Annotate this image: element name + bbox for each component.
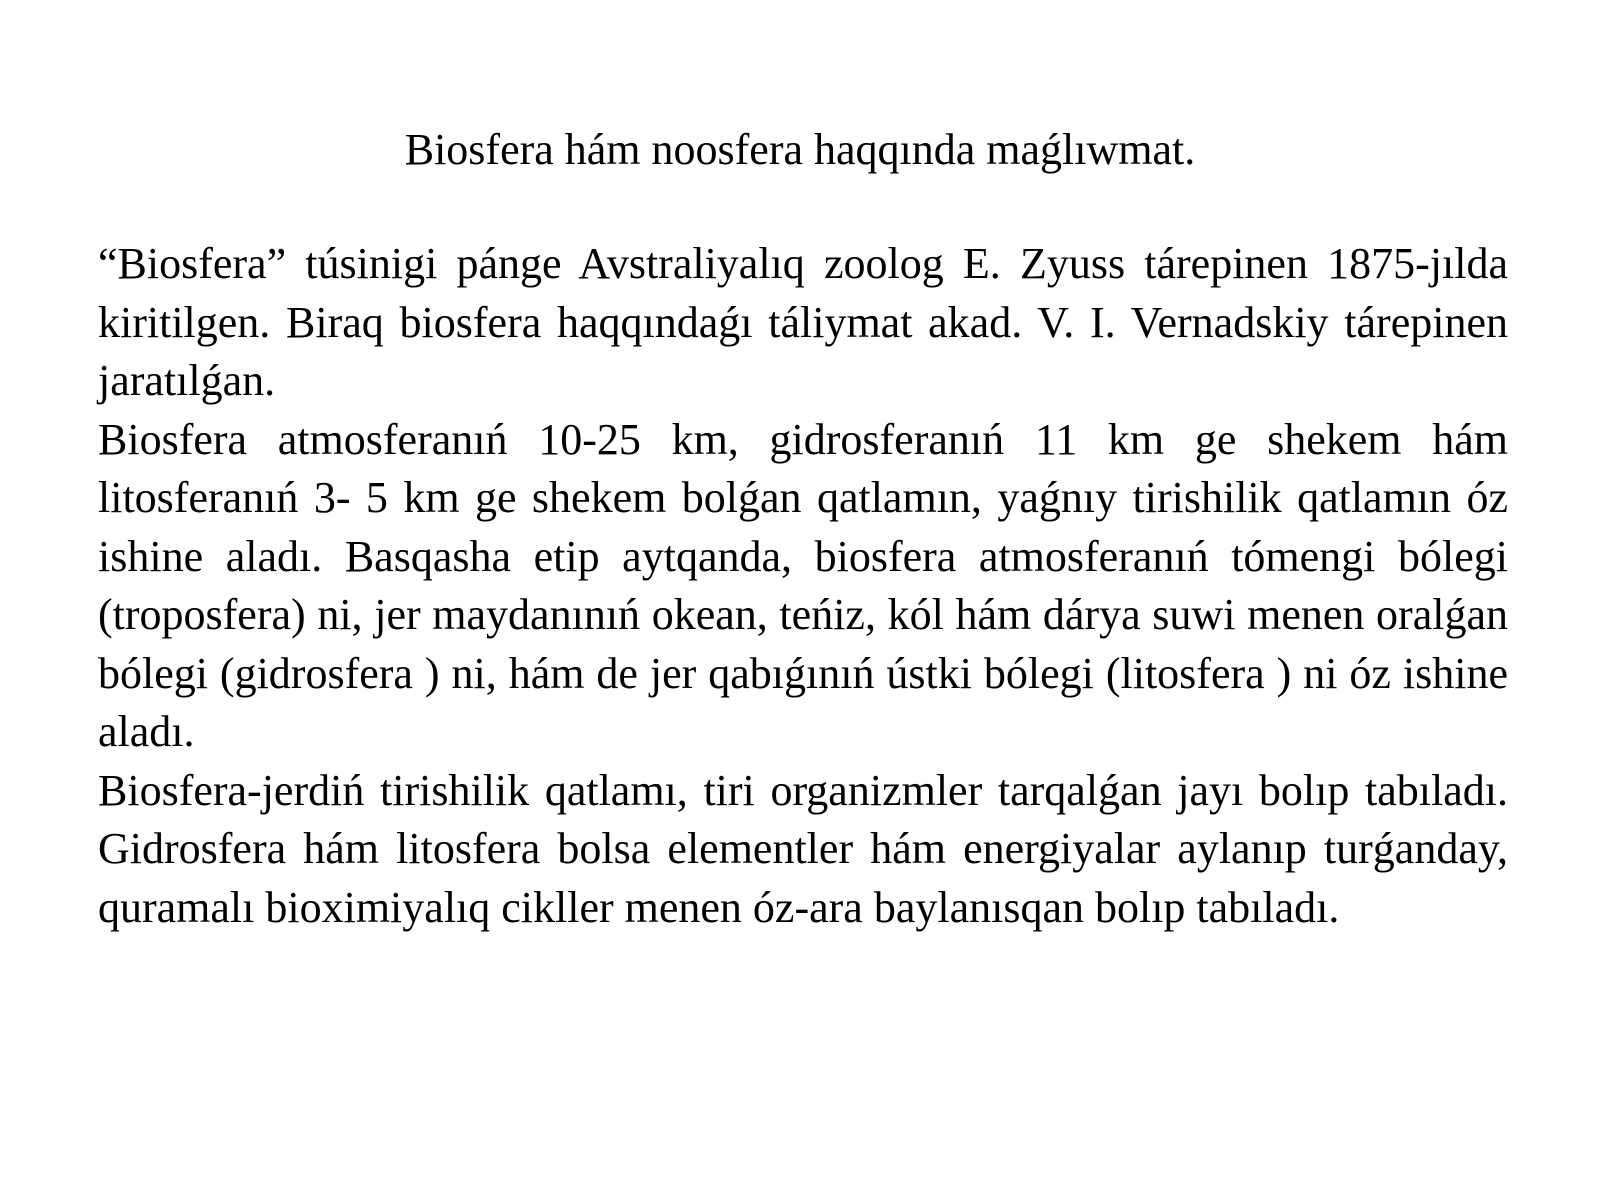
paragraph-biosfera-definition: Biosfera-jerdiń tirishilik qatlamı, tiri organizmler tarqalǵan jayı bolıp tabıladı. Gidrosfera hám litosfera bolsa elementler hám energiyalar aylanıp turǵanday, quramalı bioximiyalıq cikller menen óz-ara baylanısqan bolıp tabıladı.: [98, 765, 1508, 932]
slide-title: Biosfera hám noosfera haqqında maǵlıwmat.: [404, 125, 1196, 174]
slide-body: [98, 235, 1508, 937]
paragraph-biosfera-origin: “Biosfera” túsinigi pánge Avstraliyalıq zoolog E. Zyuss tárepinen 1875-jılda kiritilgen. Biraq biosfera haqqındaǵı táliymat akad. V. I. Vernadskiy tárepinen jaratılǵan.: [98, 239, 1508, 405]
paragraph-biosfera-layers: Biosfera atmosferanıń 10-25 km, gidrosferanıń 11 km ge shekem hám litosferanıń 3- 5 km ge shekem bolǵan qatlamın, yaǵnıy tirishilik qatlamın óz ishine aladı. Basqasha etip aytqanda, biosfera atmosferanıń tómengi bólegi (troposfera) ni, jer maydanınıń okean, teńiz, kól hám dárya suwi menen oralǵan bólegi (gidrosfera ) ni, hám de jer qabıǵınıń ústki bólegi (litosfera ) ni óz ishine aladı.: [98, 414, 1508, 756]
